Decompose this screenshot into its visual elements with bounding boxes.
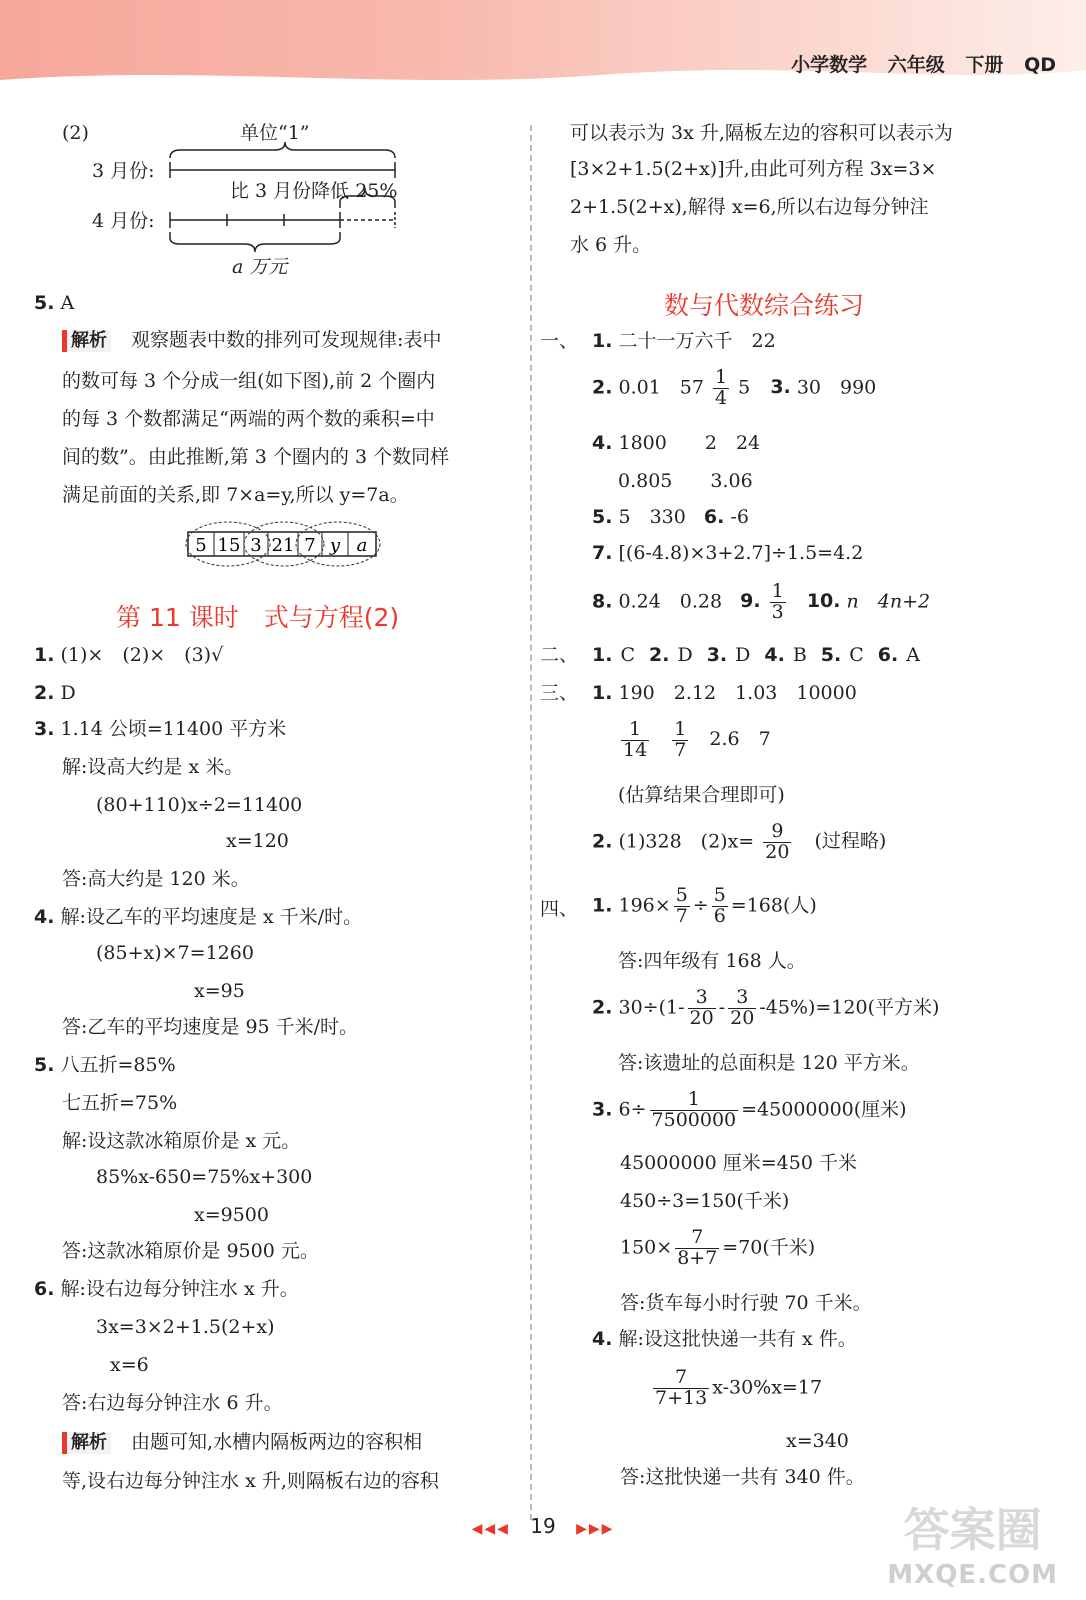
s4-p3-a: 6÷ <box>618 1098 647 1121</box>
watermark-url: MXQE.COM <box>887 1560 1058 1590</box>
left-answer-line <box>34 908 362 927</box>
answer-text: x=6 <box>110 1354 149 1376</box>
seq-cell: 15 <box>217 535 241 556</box>
left-answer-line <box>96 796 302 815</box>
seq-cell: 21 <box>271 535 295 556</box>
answer-text: 答:这款冰箱原价是 9500 元。 <box>62 1240 319 1262</box>
s4-p2-f2n: 3 <box>728 988 756 1009</box>
mc-number: 3. <box>706 644 728 666</box>
section-three-label: 三、 <box>540 682 579 704</box>
mc-answer: C <box>849 644 864 666</box>
mc-number: 4. <box>764 644 785 666</box>
r9-frac-num: 1 <box>771 580 784 602</box>
s4-p2-c: -45%)=120(平方米) <box>759 996 940 1019</box>
answer-text: 答:高大约是 120 米。 <box>62 868 250 890</box>
s3-f1-num: 1 <box>621 720 649 741</box>
answer-text: x=9500 <box>194 1204 269 1226</box>
answer-text: 答:乙车的平均速度是 95 千米/时。 <box>62 1016 359 1038</box>
s4-p4-frac <box>653 1368 709 1409</box>
mc-number: 2. <box>649 644 670 666</box>
r3-number: 3. <box>770 376 791 399</box>
answer-text: (1)× (2)× (3)√ <box>60 644 224 666</box>
r4-number: 4. <box>592 432 613 454</box>
mc-answer: C <box>620 644 635 666</box>
r1-number: 1. <box>592 330 613 352</box>
s3-fraction-2 <box>672 720 688 761</box>
column-divider <box>530 125 532 1520</box>
s4-p3-frac2 <box>675 1228 719 1269</box>
r2-frac-den: 4 <box>715 386 728 409</box>
mc-answer: D <box>735 644 751 666</box>
next-arrows: ▶▶▶ <box>576 1521 615 1537</box>
r5-number: 5. <box>592 506 613 528</box>
cont-line-3: 2+1.5(2+x),解得 x=6,所以右边每分钟注 <box>570 196 929 218</box>
s4-p1-f2n: 5 <box>713 884 726 906</box>
left-answer-line <box>62 758 243 777</box>
s4-p1-c: =168(人) <box>730 894 817 917</box>
s4-p3-l4b: =70(千米) <box>722 1236 816 1259</box>
seq-cell: 7 <box>304 535 316 556</box>
s4-p3-l4a: 150× <box>620 1236 673 1259</box>
mc-answer: D <box>677 644 693 666</box>
left-answer-line <box>62 1018 358 1037</box>
answer-text: (85+x)×7=1260 <box>96 942 254 964</box>
s4-p2-a: 30÷(1- <box>618 996 685 1019</box>
s3-q2-num: 9 <box>763 822 791 843</box>
answer-text: 七五折=75% <box>62 1092 178 1114</box>
answer-text: 解:设乙车的平均速度是 x 千米/时。 <box>60 906 363 928</box>
r2-answer-a: 0.01 57 <box>618 376 704 399</box>
diagram-april-label: 4 月份: <box>92 210 155 232</box>
diagram-march-label: 3 月份: <box>92 160 155 182</box>
s4-p1-b: ÷ <box>692 894 709 917</box>
s4-p2-f1d: 20 <box>689 1006 714 1029</box>
s4-p3-line2: 45000000 厘米=450 千米 <box>620 1152 857 1174</box>
left-answer-line <box>62 1394 283 1413</box>
s4-p2-answer: 答:该遗址的总面积是 120 平方米。 <box>618 1052 920 1074</box>
s4-p4-fn: 7 <box>653 1368 709 1389</box>
s4-p2-b: - <box>718 996 726 1019</box>
answer-text: D <box>60 682 76 704</box>
mc-number: 5. <box>820 644 842 666</box>
s4-p2-f2d: 20 <box>730 1006 755 1029</box>
s4-p4-number: 4. <box>592 1328 613 1350</box>
r4-answer-a: 1800 2 24 <box>618 432 761 454</box>
s3-q2-fraction <box>763 822 791 863</box>
mc-answer: B <box>792 644 807 666</box>
r2-frac-num: 1 <box>715 366 728 388</box>
question-number: 2. <box>34 682 55 704</box>
s4-p1-frac2 <box>712 886 728 927</box>
diagram-lower-label: 比 3 月份降低 25% <box>230 180 398 202</box>
s3-fraction-1 <box>621 720 649 761</box>
left-answer-line <box>96 1168 312 1187</box>
line-segment-diagram <box>160 140 410 260</box>
s4-p3-l4n: 7 <box>675 1228 719 1249</box>
s3-q1-answer-a: 190 2.12 1.03 10000 <box>618 682 857 704</box>
answer-text: 解:设这款冰箱原价是 x 元。 <box>62 1130 301 1152</box>
header-banner <box>0 0 1086 92</box>
left-answer-line <box>96 944 254 963</box>
answer-text: 3x=3×2+1.5(2+x) <box>96 1316 275 1338</box>
s4-p3-fd: 7500000 <box>651 1108 737 1131</box>
s4-p1-frac1 <box>674 886 690 927</box>
header-info <box>791 50 1056 77</box>
seq-cell: y <box>329 535 341 556</box>
s3-f1-den: 14 <box>623 738 648 761</box>
s3-f2-num: 1 <box>674 718 687 740</box>
s4-p3-frac <box>650 1090 739 1131</box>
r2-number: 2. <box>592 376 613 399</box>
s4-p4-fd: 7+13 <box>655 1386 708 1409</box>
left-answer-line <box>62 1242 319 1261</box>
prev-arrows: ◀◀◀ <box>471 1521 510 1537</box>
s4-p1-f1d: 7 <box>675 904 688 927</box>
watermark <box>887 1494 1058 1590</box>
answer-text: x=120 <box>226 830 289 852</box>
question-number: 5. <box>34 1054 55 1076</box>
s4-p2-frac2 <box>728 988 756 1029</box>
answer-text: 答:右边每分钟注水 6 升。 <box>62 1392 283 1414</box>
analysis-line-1: 观察题表中数的排列可发现规律:表中 <box>131 329 442 351</box>
r6-number: 6. <box>703 506 725 528</box>
left-answer-line <box>34 1280 299 1299</box>
section-one-label: 一、 <box>540 330 579 352</box>
analysis2-line-2: 等,设右边每分钟注水 x 升,则隔板右边的容积 <box>62 1470 439 1492</box>
s3-q2-note: (过程略) <box>814 830 887 853</box>
left-answer-line <box>34 684 76 703</box>
analysis-line-4: 间的数”。由此推断,第 3 个圈内的 3 个数同样 <box>62 446 450 468</box>
q5-answer: A <box>60 292 75 314</box>
s3-q2-number: 2. <box>592 830 613 853</box>
r2-answer-b: 5 <box>738 376 751 399</box>
question-number: 4. <box>34 906 55 928</box>
page-number: 19 <box>530 1514 556 1538</box>
left-answer-line <box>62 870 250 889</box>
left-answer-line <box>62 1094 177 1113</box>
answer-text: 解:设右边每分钟注水 x 升。 <box>60 1278 299 1300</box>
r9-number: 9. <box>740 590 761 613</box>
analysis-line-3: 的每 3 个数都满足“两端的两个数的乘积=中 <box>62 408 435 430</box>
header-edition: QD <box>1024 54 1056 76</box>
s4-p1-number: 1. <box>592 894 613 917</box>
seq-cell: 3 <box>250 535 262 556</box>
s3-note: (估算结果合理即可) <box>618 784 785 806</box>
s4-p4-a: 解:设这批快递一共有 x 件。 <box>618 1328 857 1350</box>
left-answer-line <box>34 646 223 665</box>
cont-line-4: 水 6 升。 <box>570 234 652 256</box>
r8-answer: 0.24 0.28 <box>618 590 723 613</box>
analysis-line-2: 的数可每 3 个分成一组(如下图),前 2 个圈内 <box>62 370 436 392</box>
lesson-title: 第 11 课时 式与方程(2) <box>116 603 400 632</box>
number-sequence-diagram <box>184 520 384 568</box>
r4-answer-b: 0.805 3.06 <box>618 470 753 492</box>
answer-text: x=95 <box>194 980 245 1002</box>
mc-answer: A <box>906 644 920 666</box>
s3-f2-den: 7 <box>674 738 687 761</box>
section-four-label: 四、 <box>540 898 579 920</box>
analysis2-line-1: 由题可知,水槽内隔板两边的容积相 <box>131 1431 423 1453</box>
diagram-unit-label: 单位“1” <box>240 122 310 144</box>
r7-number: 7. <box>592 542 613 564</box>
answer-text: 八五折=85% <box>60 1054 176 1076</box>
q5-number: 5. <box>34 292 55 314</box>
s4-p1-answer: 答:四年级有 168 人。 <box>618 950 806 972</box>
seq-cell: 5 <box>195 535 207 556</box>
left-answer-line <box>96 1318 275 1337</box>
question-number: 6. <box>34 1278 55 1300</box>
diagram-amount-label: a 万元 <box>232 256 288 278</box>
left-answer-line <box>34 720 286 739</box>
analysis-line-5: 满足前面的关系,即 7×a=y,所以 y=7a。 <box>62 484 409 506</box>
r5-answer: 5 330 <box>618 506 686 528</box>
s4-p2-frac1 <box>688 988 716 1029</box>
r10-answer: n 4n+2 <box>846 590 931 613</box>
s4-p4-b: x-30%x=17 <box>712 1376 823 1399</box>
answer-text: (80+110)x÷2=11400 <box>96 794 303 816</box>
answer-text: 1.14 公顷=11400 平方米 <box>60 718 287 740</box>
s3-q2-answer: (1)328 (2)x= <box>618 830 755 853</box>
answer-text: 85%x-650=75%x+300 <box>96 1166 313 1188</box>
analysis2-tag: 解析 <box>62 1432 111 1454</box>
cont-line-2: [3×2+1.5(2+x)]升,由此可列方程 3x=3× <box>570 158 937 180</box>
seq-cell: a <box>356 535 368 556</box>
s4-p3-fn: 1 <box>650 1090 739 1111</box>
header-grade: 六年级 <box>887 54 945 76</box>
header-subject: 小学数学 <box>791 54 868 76</box>
s3-q1-answer-b: 2.6 7 <box>709 728 771 751</box>
s4-p3-answer: 答:货车每小时行驶 70 千米。 <box>620 1292 872 1314</box>
r2-fraction <box>713 368 729 409</box>
r10-number: 10. <box>806 590 841 613</box>
s3-q1-number: 1. <box>592 682 613 704</box>
mc-number: 1. <box>592 644 613 666</box>
left-answer-line <box>194 1206 269 1225</box>
s4-p1-f2d: 6 <box>713 904 726 927</box>
left-answer-line <box>62 1132 300 1151</box>
question-number: 1. <box>34 644 55 666</box>
r3-answer: 30 990 <box>796 376 877 399</box>
diagram-label: (2) <box>62 122 89 144</box>
s4-p3-l4d: 8+7 <box>677 1246 718 1269</box>
answer-text: 解:设高大约是 x 米。 <box>62 756 244 778</box>
s4-p4-answer: 答:这批快递一共有 340 件。 <box>620 1466 865 1488</box>
s4-p4-c: x=340 <box>786 1430 849 1452</box>
watermark-logo-text: 答案圈 <box>903 1503 1042 1557</box>
r9-frac-den: 3 <box>771 600 784 623</box>
r1-answer: 二十一万六千 22 <box>618 330 776 352</box>
section-two-label: 二、 <box>540 644 579 666</box>
s4-p2-f1n: 3 <box>688 988 716 1009</box>
multiple-choice-row <box>592 646 920 665</box>
s4-p3-line3: 450÷3=150(千米) <box>620 1190 790 1212</box>
question-number: 3. <box>34 718 55 740</box>
left-answer-line <box>226 832 289 851</box>
r6-answer: -6 <box>730 506 749 528</box>
left-answer-line <box>194 982 245 1001</box>
section-title: 数与代数综合练习 <box>664 291 865 320</box>
s4-p1-f1n: 5 <box>675 884 688 906</box>
s4-p2-number: 2. <box>592 996 613 1019</box>
cont-line-1: 可以表示为 3x 升,隔板左边的容积可以表示为 <box>570 122 953 144</box>
left-answer-line <box>34 1056 176 1075</box>
r8-number: 8. <box>592 590 613 613</box>
r7-answer: [(6-4.8)×3+2.7]÷1.5=4.2 <box>618 542 864 564</box>
analysis-tag: 解析 <box>62 330 111 352</box>
s3-q2-den: 20 <box>765 840 790 863</box>
s4-p1-a: 196× <box>618 894 671 917</box>
mc-number: 6. <box>877 644 899 666</box>
left-answer-line <box>110 1356 149 1375</box>
s4-p3-b: =45000000(厘米) <box>741 1098 907 1121</box>
header-volume: 下册 <box>965 54 1004 76</box>
s4-p3-number: 3. <box>592 1098 613 1121</box>
r9-fraction <box>770 582 786 623</box>
